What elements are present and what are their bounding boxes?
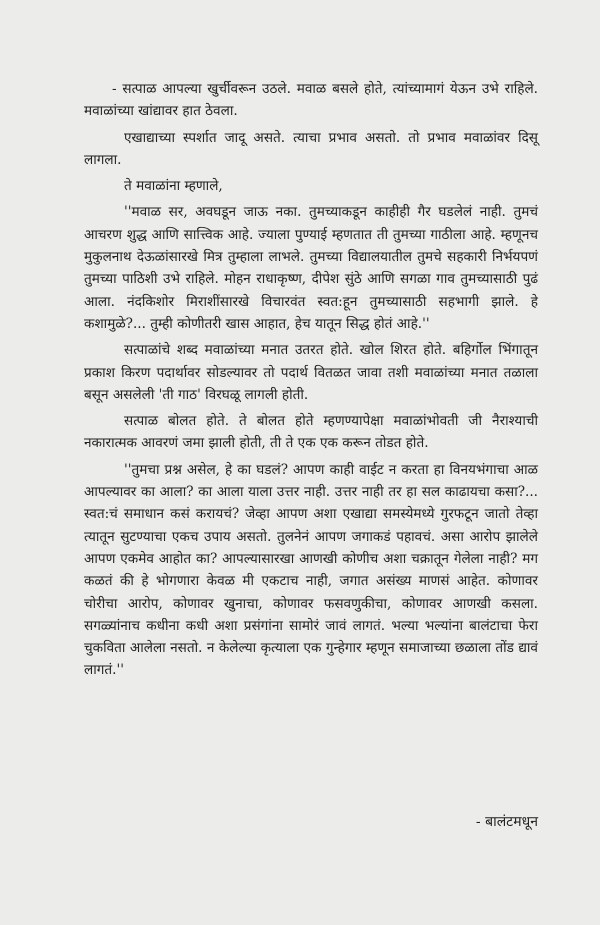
paragraph-6: सत्पाळ बोलत होते. ते बोलत होते म्हणण्यापेक्षा मवाळांभोवती जी नैराश्याची नकारात्मक आवरणं जमा झाली होती, ती ते एक एक करून तोडत होते. — [84, 413, 538, 452]
paragraph-1: - सत्पाळ आपल्या खुर्चीवरून उठले. मवाळ बसले होते, त्यांच्यामागं येऊन उभे राहिले. मवाळांच्या खांद्यावर हात ठेवला. — [84, 81, 538, 120]
paragraph-7: ''तुमचा प्रश्न असेल, हे का घडलं? आपण काही वाईट न करता हा विनयभंगाचा आळ आपल्यावर का आला? का आला याला उत्तर नाही. उत्तर नाही तर हा सल काढायचा कसा?... स्वत:चं समाधान कसं करायचं? जेव्हा आपण अशा एखाद्या समस्येमध्ये गुरफटून जातो तेव्हा त्यातून सुटण्याचा एकच उपाय असतो. तुलनेनं आपण जगाकडं पहावचं. असा आरोप झालेले आपण एकमेव आहोत का? आपल्यासारखा आणखी कोणीच अशा चक्रातून गेलेला नाही? मग कळतं की हे भोगणारा केवळ मी एकटाच नाही, जगात असंख्य माणसं आहेत. कोणावर चोरीचा आरोप, कोणावर खुनाचा, कोणावर फसवणुकीचा, कोणावर आणखी कसला. सगळ्यांनाच कधीना कधी अशा प्रसंगांना सामोरं जावं लागतं. भल्या भल्यांना बालंटाचा फेरा चुकविता आलेला नसतो. न केलेल्या कृत्याला एक गुन्हेगार म्हणून समाजाच्या छळाला तोंड द्यावं लागतं.'' — [84, 461, 538, 679]
body-text — [84, 78, 538, 686]
source-signature: - बालंटमधून — [475, 814, 538, 830]
paragraph-5: सत्पाळांचे शब्द मवाळांच्या मनात उतरत होते. खोल शिरत होते. बहिर्गोल भिंगातून प्रकाश किरण पदार्थावर सोडल्यावर तो पदार्थ वितळत जावा तशी मवाळांच्या मनात तळाला बसून असलेली 'ती गाठ' विरघळू लागली होती. — [84, 342, 538, 403]
paragraph-3: ते मवाळांना म्हणाले, — [124, 178, 223, 195]
paragraph-4: ''मवाळ सर, अवघडून जाऊ नका. तुमच्याकडून काहीही गैर घडलेलं नाही. तुमचं आचरण शुद्ध आणि सात्त्विक आहे. ज्याला पुण्याई म्हणतात ती तुमच्या गाठीला आहे. म्हणूनच मुकुलनाथ देऊळांसारखे मित्र तुम्हाला लाभले. तुमच्या विद्यालयातील तुमचे सहकारी निर्भयपणं तुमच्या पाठिशी उभे राहिले. मोहन राधाकृष्ण, दीपेश सुंठे आणि सगळा गाव तुमच्यासाठी पुढं आला. नंदकिशोर मिराशींसारखे विचारवंत स्वत:हून तुमच्यासाठी सहभागी झाले. हे कशामुळे?... तुम्ही कोणीतरी खास आहात, हेच यातून सिद्ध होतं आहे.'' — [84, 204, 538, 332]
paragraph-2: एखाद्याच्या स्पर्शात जादू असते. त्याचा प्रभाव असतो. तो प्रभाव मवाळांवर दिसू लागला. — [84, 129, 538, 168]
